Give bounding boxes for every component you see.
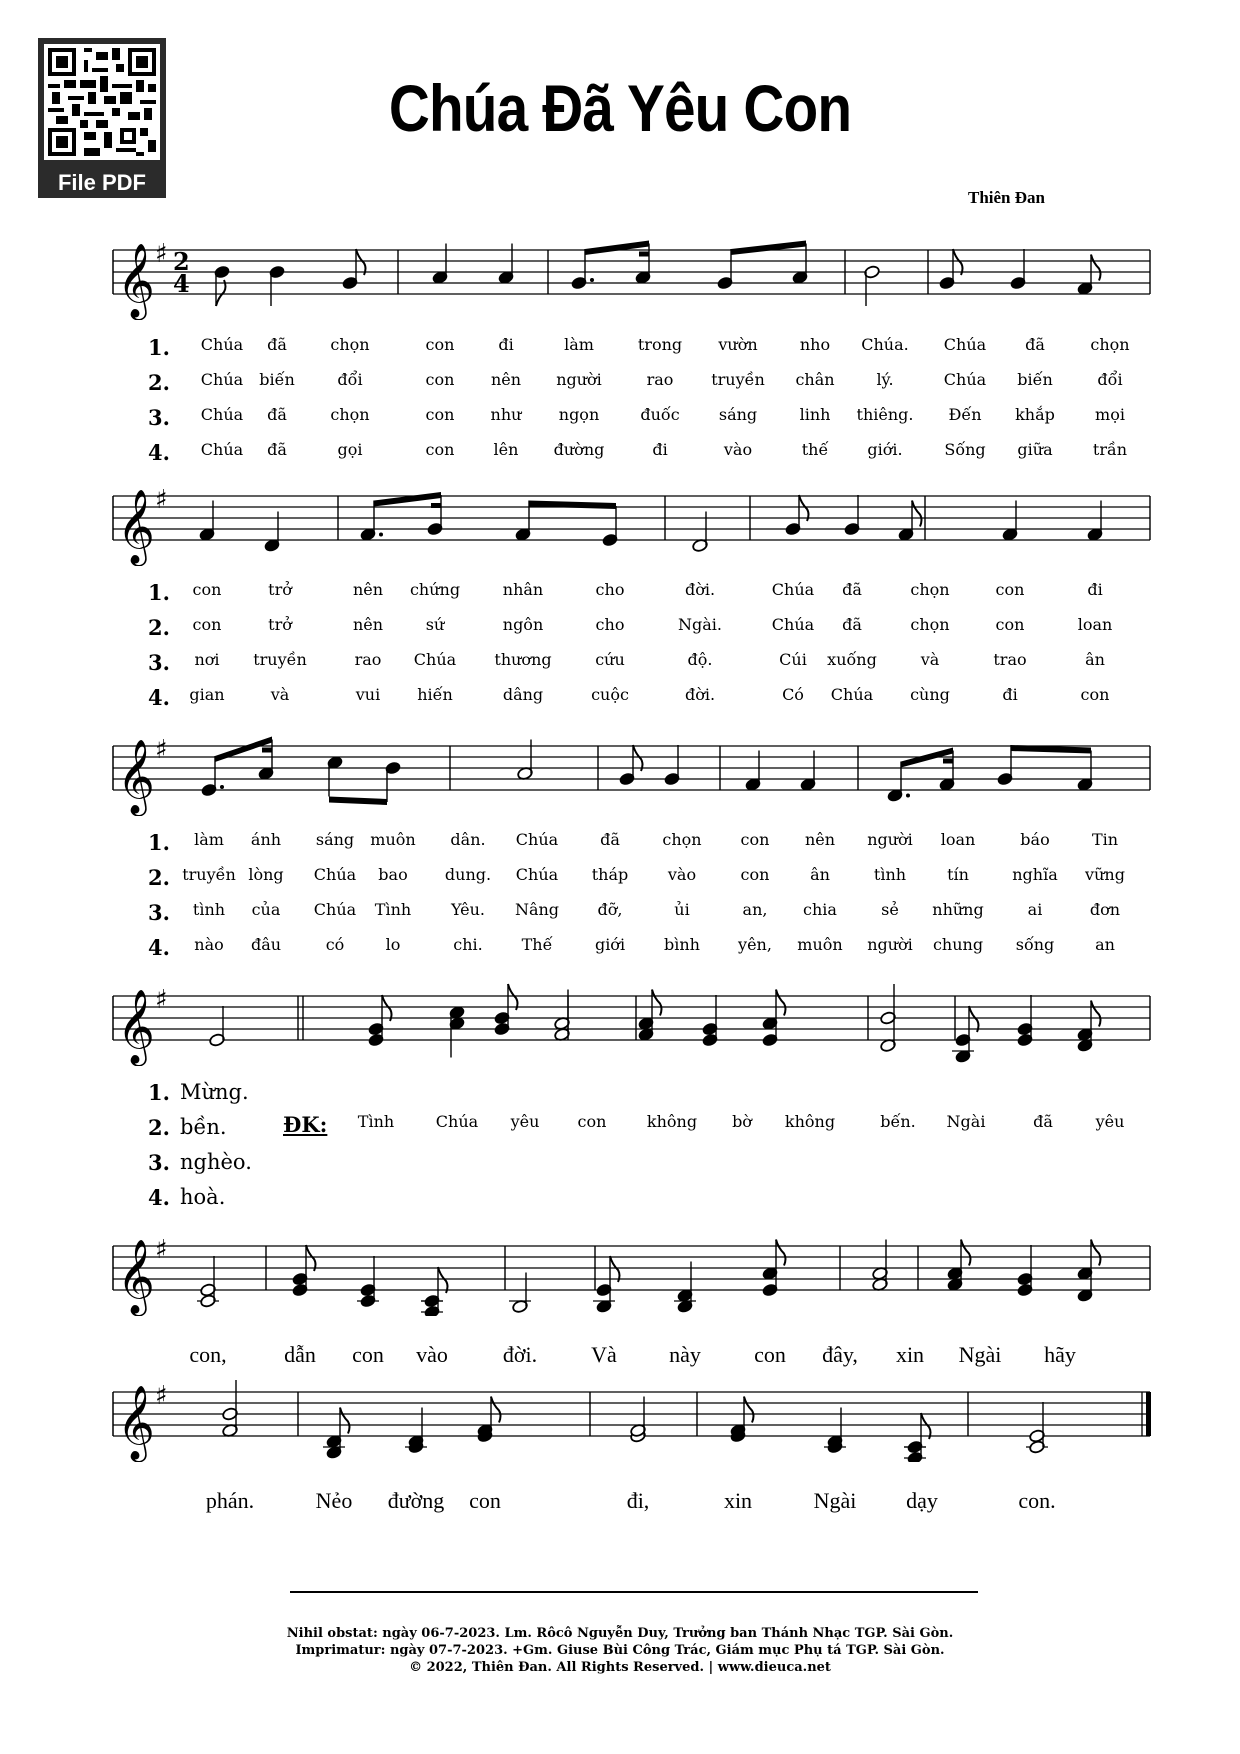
chorus-word: dạy <box>906 1488 938 1513</box>
lyric-word: thương <box>494 650 552 669</box>
lyric-word: Sống <box>944 440 986 459</box>
lyric-word: làm <box>564 335 594 354</box>
lyric-word: giới <box>594 935 626 954</box>
lyric-word: con <box>425 405 455 424</box>
lyric-word: lên <box>493 440 519 459</box>
lyric-word: trao <box>993 650 1027 669</box>
verse-number: 1. <box>148 1080 170 1105</box>
lyric-word: vườn <box>718 335 758 354</box>
sharp-icon: ♯ <box>155 1235 168 1265</box>
lyric-word: đã <box>267 405 287 424</box>
lyric-word: nơi <box>194 650 220 669</box>
treble-clef-icon: 𝄞 <box>117 1386 155 1460</box>
verse-number: 2. <box>148 615 170 640</box>
lyric-word: gọi <box>337 440 363 459</box>
lyric-word: ai <box>1027 900 1043 919</box>
lyric-word: giới. <box>867 440 903 459</box>
lyric-word: chung <box>932 935 984 954</box>
lyric-word: trần <box>1092 440 1128 459</box>
lyric-word: Chúa <box>313 900 357 919</box>
lyric-word: Chúa <box>943 335 987 354</box>
lyric-word: lòng <box>248 865 284 884</box>
lyric-word: nào <box>194 935 224 954</box>
verse-number: 2. <box>148 370 170 395</box>
lyric-word: đã <box>600 830 620 849</box>
lyric-word: cho <box>595 615 625 634</box>
lyric-word: chia <box>803 900 837 919</box>
lyric-word: bình <box>664 935 700 954</box>
chorus-word: hãy <box>1044 1342 1076 1367</box>
staff-system-3 <box>0 706 1240 816</box>
lyric-word: Chúa <box>771 580 815 599</box>
lyric-word: nghèo. <box>180 1150 252 1174</box>
lyric-word: Mừng. <box>180 1080 249 1104</box>
lyric-word: rao <box>646 370 674 389</box>
lyric-word: tín <box>947 865 969 884</box>
nihil-obstat: Nihil obstat: ngày 06-7-2023. Lm. Rôcô Nguyễn Duy, Trưởng ban Thánh Nhạc TGP. Sài Gòn. <box>286 1626 954 1641</box>
chorus-word: này <box>669 1342 701 1367</box>
lyric-word: truyền <box>253 650 307 669</box>
footer <box>0 1625 1240 1676</box>
lyric-word: làm <box>194 830 224 849</box>
lyric-word: có <box>325 935 345 954</box>
lyric-word: hiến <box>417 685 453 704</box>
lyric-word: Chúa <box>200 335 244 354</box>
chorus-word: bờ <box>732 1112 752 1131</box>
chorus-word: đây, <box>822 1342 858 1367</box>
lyric-word: ánh <box>250 830 282 849</box>
lyric-word: bao <box>378 865 408 884</box>
lyric-word: Chúa <box>515 830 559 849</box>
lyric-word: vào <box>723 440 753 459</box>
chorus-word: Và <box>591 1342 617 1367</box>
lyric-word: bền. <box>180 1115 227 1139</box>
lyric-word: sứ <box>425 615 445 634</box>
lyric-word: truyền <box>182 865 236 884</box>
lyric-word: gian <box>189 685 225 704</box>
chorus-word: con, <box>189 1342 227 1367</box>
lyric-word: đi <box>1002 685 1018 704</box>
lyric-word: Chúa <box>200 440 244 459</box>
lyric-word: nên <box>804 830 836 849</box>
lyric-word: con <box>995 580 1025 599</box>
lyric-word: con <box>995 615 1025 634</box>
verse-number: 3. <box>148 1150 170 1175</box>
lyric-word: chi. <box>453 935 483 954</box>
file-pdf-label: File PDF <box>57 170 146 195</box>
chorus-word: Ngài <box>946 1112 986 1131</box>
time-sig-bottom: 4 <box>173 269 190 298</box>
lyric-word: cho <box>595 580 625 599</box>
lyric-word: Có <box>782 685 804 704</box>
lyric-word: tháp <box>591 865 629 884</box>
chorus-word: phán. <box>205 1488 255 1513</box>
lyric-word: đời. <box>684 580 716 599</box>
lyric-word: vững <box>1085 865 1125 884</box>
lyric-word: chọn <box>330 335 370 354</box>
lyric-word: ngọn <box>558 405 600 424</box>
lyric-word: tình <box>192 900 226 919</box>
lyric-word: biến <box>1017 370 1053 389</box>
chorus-label: ĐK: <box>283 1112 328 1137</box>
lyric-word: ân <box>810 865 830 884</box>
chorus-word: xin <box>723 1488 753 1513</box>
staff-system-6 <box>0 1352 1240 1462</box>
verse-number: 3. <box>148 650 170 675</box>
lyric-word: chọn <box>910 615 950 634</box>
lyric-word: lý. <box>876 370 894 389</box>
lyric-word: Thế <box>521 935 553 954</box>
lyric-word: chọn <box>910 580 950 599</box>
lyric-word: và <box>920 650 940 669</box>
lyric-word: nên <box>352 580 384 599</box>
lyric-word: đời. <box>684 685 716 704</box>
staff-system-5 <box>0 1206 1240 1316</box>
chorus-word: con. <box>1018 1488 1056 1513</box>
treble-clef-icon: 𝄞 <box>117 990 155 1064</box>
lyric-word: đổi <box>1097 370 1123 389</box>
lyric-word: muôn <box>370 830 416 849</box>
lyric-word: biến <box>259 370 295 389</box>
composer-name: Thiên Đan <box>968 188 1045 207</box>
lyric-word: dung. <box>444 865 492 884</box>
lyric-word: con <box>425 440 455 459</box>
lyric-word: lo <box>385 935 401 954</box>
lyric-word: muôn <box>797 935 843 954</box>
lyric-word: mọi <box>1095 405 1125 424</box>
lyric-word: con <box>740 865 770 884</box>
lyric-word: đỡ, <box>597 900 623 919</box>
lyric-word: Tình <box>374 900 412 919</box>
lyric-word: chân <box>795 370 835 389</box>
lyric-word: chọn <box>1090 335 1130 354</box>
lyric-word: xuống <box>827 650 877 669</box>
lyric-word: Yêu. <box>450 900 486 919</box>
lyric-word: linh <box>799 405 831 424</box>
lyric-word: nên <box>490 370 522 389</box>
lyric-word: con <box>1080 685 1110 704</box>
lyric-word: như <box>490 405 522 424</box>
lyric-word: giữa <box>1017 440 1053 459</box>
lyric-word: trở <box>268 580 292 599</box>
verse-number: 4. <box>148 1185 170 1210</box>
staff-system-4 <box>0 956 1240 1066</box>
chorus-word: không <box>784 1112 836 1131</box>
treble-clef-icon: 𝄞 <box>117 244 155 318</box>
lyric-word: khắp <box>1015 405 1055 424</box>
lyric-word: dâng <box>502 685 544 704</box>
lyric-word: hoà. <box>180 1185 226 1209</box>
chorus-word: Nẻo <box>315 1488 353 1513</box>
lyric-word: cùng <box>910 685 950 704</box>
chorus-word: con <box>577 1112 607 1131</box>
lyric-word: đi <box>1087 580 1103 599</box>
lyric-word: sáng <box>718 405 758 424</box>
lyric-word: ủi <box>674 900 690 919</box>
lyric-word: loan <box>940 830 976 849</box>
lyric-word: đâu <box>250 935 282 954</box>
chorus-word: đời. <box>502 1342 538 1367</box>
imprimatur: Imprimatur: ngày 07-7-2023. +Gm. Giuse Bùi Công Trác, Giám mục Phụ tá TGP. Sài Gòn. <box>295 1643 945 1658</box>
lyric-word: thế <box>801 440 829 459</box>
treble-clef-icon: 𝄞 <box>117 740 155 814</box>
chorus-word: đường <box>387 1488 445 1513</box>
lyric-word: thiêng. <box>856 405 914 424</box>
time-sig-top: 2 <box>173 247 190 276</box>
chorus-word: đã <box>1033 1112 1053 1131</box>
lyric-word: truyền <box>711 370 765 389</box>
lyric-word: Cúi <box>779 650 807 669</box>
treble-clef-icon: 𝄞 <box>117 490 155 564</box>
lyric-word: Chúa <box>515 865 559 884</box>
chorus-word: con <box>352 1342 384 1367</box>
lyric-word: an, <box>742 900 768 919</box>
lyric-word: Chúa <box>943 370 987 389</box>
chorus-word: Chúa <box>435 1112 479 1131</box>
sharp-icon: ♯ <box>155 735 168 765</box>
lyric-word: tình <box>873 865 907 884</box>
verse-number: 4. <box>148 685 170 710</box>
lyric-word: dân. <box>450 830 486 849</box>
chorus-word: con <box>754 1342 786 1367</box>
lyric-word: sáng <box>315 830 355 849</box>
lyric-word: Chúa <box>200 370 244 389</box>
chorus-word: con <box>469 1488 501 1513</box>
lyric-word: nên <box>352 615 384 634</box>
lyric-word: đường <box>553 440 605 459</box>
chorus-word: bến. <box>880 1112 916 1131</box>
verse-number: 1. <box>148 580 170 605</box>
chorus-word: dẫn <box>284 1342 316 1367</box>
lyric-word: người <box>556 370 602 389</box>
verse-number: 1. <box>148 830 170 855</box>
lyric-word: Chúa <box>313 865 357 884</box>
treble-clef-icon: 𝄞 <box>117 1240 155 1314</box>
lyric-word: sẻ <box>881 900 899 919</box>
verse-number: 1. <box>148 335 170 360</box>
lyric-word: của <box>251 900 281 919</box>
chorus-word: Ngài <box>958 1342 1002 1367</box>
lyric-word: đã <box>1025 335 1045 354</box>
sharp-icon: ♯ <box>155 239 168 269</box>
lyric-word: chọn <box>330 405 370 424</box>
lyric-word: rao <box>354 650 382 669</box>
lyric-word: Tin <box>1091 830 1119 849</box>
lyric-word: loan <box>1077 615 1113 634</box>
lyric-word: vui <box>355 685 381 704</box>
lyric-word: nghĩa <box>1012 865 1058 884</box>
lyric-word: đi <box>498 335 514 354</box>
lyric-word: yên, <box>738 935 772 954</box>
verse-number: 4. <box>148 935 170 960</box>
chorus-word: đi, <box>626 1488 650 1513</box>
lyric-word: đuốc <box>640 405 680 424</box>
lyric-word: cứu <box>595 650 625 669</box>
lyric-word: an <box>1095 935 1115 954</box>
lyric-word: Chúa. <box>861 335 909 354</box>
chorus-word: xin <box>895 1342 925 1367</box>
verse-number: 3. <box>148 900 170 925</box>
lyric-word: đổi <box>337 370 363 389</box>
lyric-word: con <box>740 830 770 849</box>
lyric-word: đã <box>842 615 862 634</box>
lyric-word: Chúa <box>830 685 874 704</box>
lyric-word: con <box>192 580 222 599</box>
lyric-word: và <box>270 685 290 704</box>
lyric-word: người <box>867 830 913 849</box>
lyric-word: đã <box>267 440 287 459</box>
lyric-word: ngôn <box>502 615 544 634</box>
lyric-word: nho <box>799 335 831 354</box>
lyric-word: con <box>192 615 222 634</box>
chorus-word: không <box>646 1112 698 1131</box>
lyric-word: con <box>425 335 455 354</box>
sharp-icon: ♯ <box>155 485 168 515</box>
verse-number: 4. <box>148 440 170 465</box>
verse-number: 3. <box>148 405 170 430</box>
staff-system-2 <box>0 456 1240 566</box>
lyric-word: Chúa <box>200 405 244 424</box>
verse-number: 2. <box>148 865 170 890</box>
lyric-word: trong <box>637 335 683 354</box>
chorus-word: vào <box>416 1342 448 1367</box>
song-title: Chúa Đã Yêu Con <box>388 71 852 145</box>
sharp-icon: ♯ <box>155 1381 168 1411</box>
lyric-word: Nâng <box>514 900 560 919</box>
lyric-word: chứng <box>409 580 461 599</box>
lyric-word: Chúa <box>771 615 815 634</box>
lyric-word: đơn <box>1089 900 1121 919</box>
lyric-word: Đến <box>948 405 982 424</box>
lyric-word: những <box>932 900 984 919</box>
chorus-word: Ngài <box>813 1488 857 1513</box>
sharp-icon: ♯ <box>155 985 168 1015</box>
copyright: © 2022, Thiên Đan. All Rights Reserved. | www.dieuca.net <box>409 1660 831 1675</box>
lyric-word: đã <box>267 335 287 354</box>
chorus-word: yêu <box>510 1112 540 1131</box>
chorus-word: yêu <box>1095 1112 1125 1131</box>
lyric-word: Ngài. <box>678 615 722 634</box>
lyric-word: nhân <box>502 580 544 599</box>
lyric-word: người <box>867 935 913 954</box>
lyric-word: sống <box>1015 935 1055 954</box>
lyric-word: chọn <box>662 830 702 849</box>
verse-number: 2. <box>148 1115 170 1140</box>
lyric-word: độ. <box>687 650 713 669</box>
lyric-word: đi <box>652 440 668 459</box>
staff-system-1 <box>0 210 1240 320</box>
footer-divider <box>290 1591 978 1593</box>
chorus-word: Tình <box>357 1112 395 1131</box>
lyric-word: vào <box>667 865 697 884</box>
lyric-word: con <box>425 370 455 389</box>
lyric-word: trở <box>268 615 292 634</box>
lyric-word: đã <box>842 580 862 599</box>
lyric-word: báo <box>1020 830 1050 849</box>
lyric-word: Chúa <box>413 650 457 669</box>
lyric-word: ân <box>1085 650 1105 669</box>
lyric-word: cuộc <box>591 685 629 704</box>
